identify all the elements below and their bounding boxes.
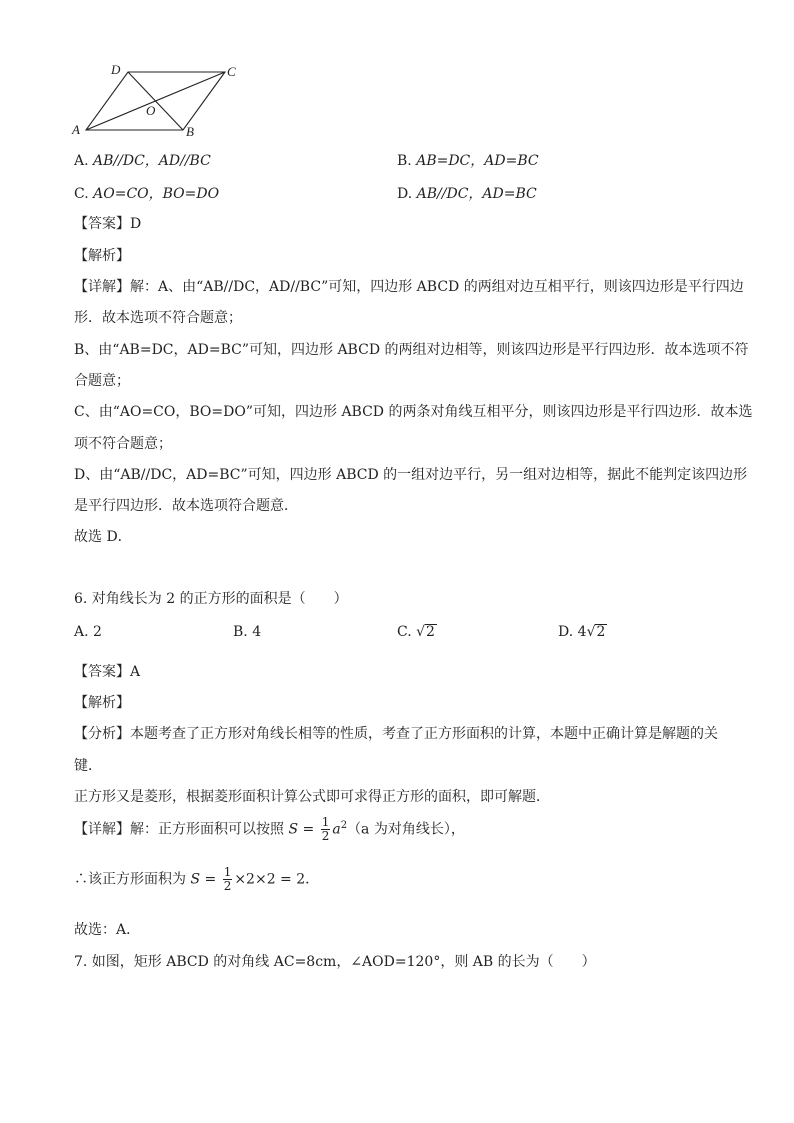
parallelogram-figure [68, 60, 248, 140]
q6-analysis-heading: 【解析】 [74, 695, 130, 711]
q5-explain-line: 故选 D． [74, 529, 132, 545]
q6-stem: 6. 对角线长为 2 的正方形的面积是（ ） [74, 591, 348, 607]
q5-option-d: D. AB//DC，AD=BC [397, 186, 537, 202]
vertex-label-c: C [227, 64, 236, 79]
q5-explain-line: 形．故本选项不符合题意； [74, 310, 242, 326]
q5-answer: 【答案】D [74, 216, 142, 232]
q5-explain-line: 【详解】解：A、由“AB//DC，AD//BC”可知，四边形 ABCD 的两组对边互相平行，则该四边形是平行四边 [74, 279, 744, 295]
q5-option-c: C. AO=CO，BO=DO [74, 186, 220, 202]
point-label-o: O [146, 103, 156, 118]
q6-option-c: C. √2 [397, 624, 435, 640]
q5-explain-line: 合题意； [74, 373, 130, 389]
q6-option-b: B. 4 [233, 624, 262, 640]
q6-analysis-line: 【分析】本题考查了正方形对角线长相等的性质，考查了正方形面积的计算，本题中正确计算是解题的关 [74, 726, 718, 742]
fraction: $\frac{1}{2}$ [223, 865, 232, 893]
fraction: $\frac{1}{2}$ [321, 815, 330, 843]
q6-therefore-line: ∴该正方形面积为 S = $\frac{1}{2}$ ×2×2 = 2． [74, 865, 320, 893]
q6-analysis-line: 键． [74, 758, 102, 774]
q5-option-a: A. AB//DC，AD//BC [74, 153, 211, 169]
q5-explain-line: 是平行四边形．故本选项符合题意． [74, 498, 298, 514]
q5-option-b: B. AB=DC，AD=BC [397, 153, 539, 169]
q5-explain-line: D、由“AB//DC，AD=BC”可知，四边形 ABCD 的一组对边平行，另一组对边相等，据此不能判定该四边形 [74, 467, 748, 483]
q7-stem: 7. 如图，矩形 ABCD 的对角线 AC=8cm，∠AOD=120°，则 AB 的长为（ ） [74, 954, 596, 970]
q6-option-a: A. 2 [74, 624, 102, 640]
q6-option-d: D. 4√2 [558, 624, 606, 640]
q6-analysis-line: 正方形又是菱形，根据菱形面积计算公式即可求得正方形的面积，即可解题． [74, 789, 550, 805]
q6-conclusion: 故选：A． [74, 922, 141, 938]
q5-explain-line: B、由“AB=DC，AD=BC”可知，四边形 ABCD 的两组对边相等，则该四边形是平行四边形．故本选项不符 [74, 342, 749, 358]
vertex-label-d: D [111, 62, 121, 77]
vertex-label-a: A [72, 122, 80, 137]
q5-analysis-heading: 【解析】 [74, 248, 130, 264]
q5-explain-line: 项不符合题意； [74, 436, 172, 452]
q6-answer: 【答案】A [74, 664, 141, 680]
vertex-label-b: B [186, 124, 194, 139]
diagonal-bd [128, 72, 183, 130]
q6-detail-line: 【详解】解：正方形面积可以按照 S = $\frac{1}{2}$ $a^2(a$ 为对角线长）， [74, 815, 465, 843]
q5-explain-line: C、由“AO=CO，BO=DO”可知，四边形 ABCD 的两条对角线互相平分，则该四边形是平行四边形．故本选 [74, 404, 753, 420]
